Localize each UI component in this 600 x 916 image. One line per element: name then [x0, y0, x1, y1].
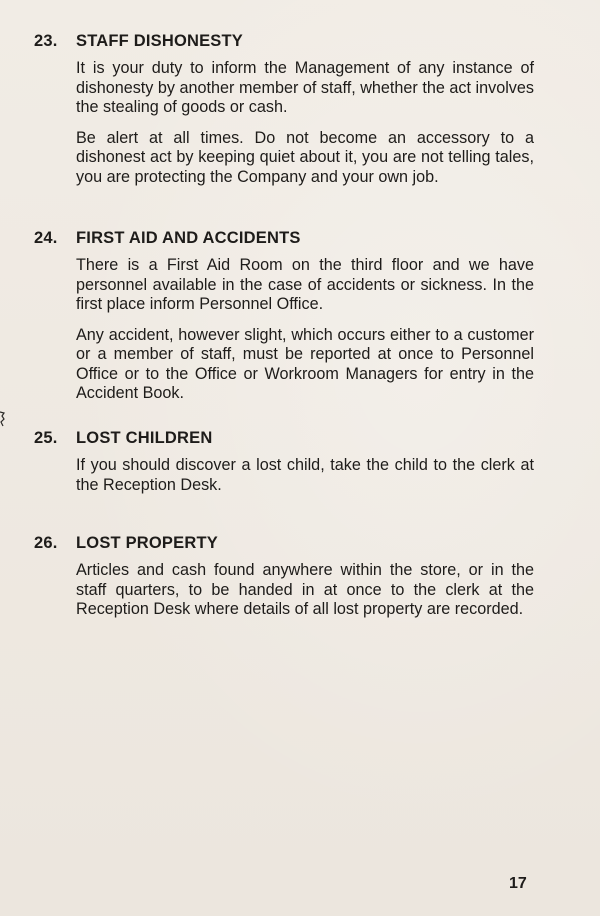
section-number: 25.: [34, 429, 58, 447]
section-title: LOST CHILDREN: [76, 429, 213, 447]
section-number: 23.: [34, 32, 58, 50]
paragraph: There is a First Aid Room on the third floor and we have personnel available in the case of accidents or sickness. In the first place inform Personnel Office.: [76, 256, 534, 313]
paragraph: Articles and cash found anywhere within the store, or in the staff quarters, to be handed in at once to the clerk at the Reception Desk where details of all lost property are recorded.: [76, 561, 534, 618]
section-lost-property: [34, 532, 534, 620]
section-heading: [34, 227, 534, 249]
page-number: 17: [509, 875, 527, 892]
binding-mark: [0, 410, 5, 428]
section-lost-children: [34, 427, 534, 495]
paragraph: Be alert at all times. Do not become an accessory to a dishonest act by keeping quiet about it, you are not telling tales, you are protecting the Company and your own job.: [76, 128, 534, 186]
section-number: 24.: [34, 229, 58, 247]
section-heading: [34, 30, 534, 52]
section-title: LOST PROPERTY: [76, 534, 218, 552]
section-heading: [34, 427, 534, 449]
paragraph: Any accident, however slight, which occurs either to a customer or a member of staff, must be reported at once to Personnel Office or to the Office or Workroom Managers for entry in the Accident Book.: [76, 325, 534, 402]
section-heading: [34, 532, 534, 554]
section-number: 26.: [34, 534, 58, 552]
section-staff-dishonesty: [34, 30, 534, 187]
section-first-aid-and-accidents: [34, 227, 534, 404]
section-title: STAFF DISHONESTY: [76, 32, 243, 50]
section-title: FIRST AID AND ACCIDENTS: [76, 229, 301, 247]
paragraph: It is your duty to inform the Management of any instance of dishonesty by another member of staff, whether the act involves the stealing of goods or cash.: [76, 59, 534, 116]
paragraph: If you should discover a lost child, take the child to the clerk at the Reception Desk.: [76, 456, 534, 494]
